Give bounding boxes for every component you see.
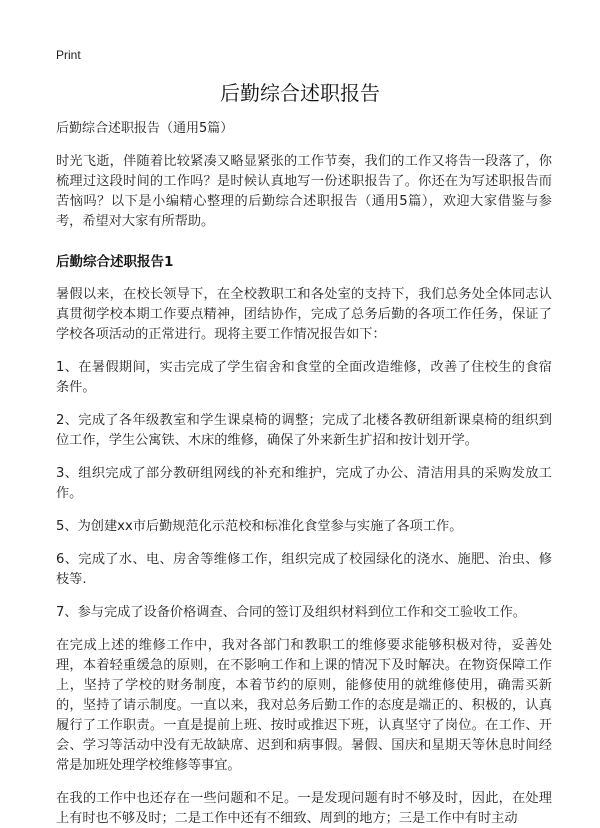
body-paragraph: 在我的工作中也还存在一些问题和不足。一是发现问题有时不够及时，因此，在处理上有时也不够及时；二是工作中还有不细致、周到的地方；三是工作中有时主动	[56, 791, 552, 826]
body-paragraph: 暑假以来，在校长领导下，在全校教职工和各处室的支持下，我们总务处全体同志认真贯彻学校本期工作要点精神，团结协作，完成了总务后勤的各项工作任务，保证了学校各项活动的正常进行。现将主要工作情况报告如下：	[56, 287, 552, 342]
document-body	[56, 120, 552, 828]
document-subtitle: 后勤综合述职报告（通用5篇）	[56, 121, 234, 136]
body-paragraph: 6、完成了水、电、房舍等维修工作，组织完成了校园绿化的浇水、施肥、治虫、修枝等.	[56, 552, 552, 587]
document-title: 后勤综合述职报告	[220, 81, 380, 105]
section-heading: 后勤综合述职报告1	[56, 254, 174, 270]
intro-paragraph: 时光飞逝，伴随着比较紧凑又略显紧张的工作节奏，我们的工作又将告一段落了，你梳理过这段时间的工作吗？是时候认真地写一份述职报告了。你还在为写述职报告而苦恼吗？以下是小编精心整理的后勤综合述职报告（通用5篇），欢迎大家借鉴与参考，希望对大家有所帮助。	[56, 154, 552, 229]
body-paragraph: 1、在暑假期间，实击完成了学生宿舍和食堂的全面改造维修，改善了住校生的食宿条件。	[56, 360, 552, 395]
print-link[interactable]: Print	[56, 48, 81, 62]
body-paragraph: 3、组织完成了部分教研组网线的补充和维护，完成了办公、清洁用具的采购发放工作。	[56, 466, 552, 501]
body-paragraph: 在完成上述的维修工作中，我对各部门和教职工的维修要求能够积极对待，妥善处理，本着轻重缓急的原则，在不影响工作和上课的情况下及时解决。在物资保障工作上，坚持了学校的财务制度，本着节约的原则，能修使用的就维修使用，确需买新的，坚持了请示制度。一直以来，我对总务后勤工作的态度是端正的、积极的，认真履行了工作职责。一直是提前上班、按时或推迟下班，认真坚守了岗位。在工作、开会、学习等活动中没有无故缺席、迟到和病事假。暑假、国庆和星期天等休息时间经常是加班处理学校维修等事宜。	[56, 638, 552, 773]
body-paragraph: 2、完成了各年级教室和学生课桌椅的调整；完成了北楼各教研组新课桌椅的组织到位工作，学生公寓铁、木床的维修，确保了外来新生扩招和按计划开学。	[56, 413, 552, 448]
body-paragraph: 7、参与完成了设备价格调查、合同的签订及组织材料到位工作和交工验收工作。	[56, 605, 526, 620]
body-paragraph: 5、为创建xx市后勤规范化示范校和标准化食堂参与实施了各项工作。	[56, 519, 463, 534]
